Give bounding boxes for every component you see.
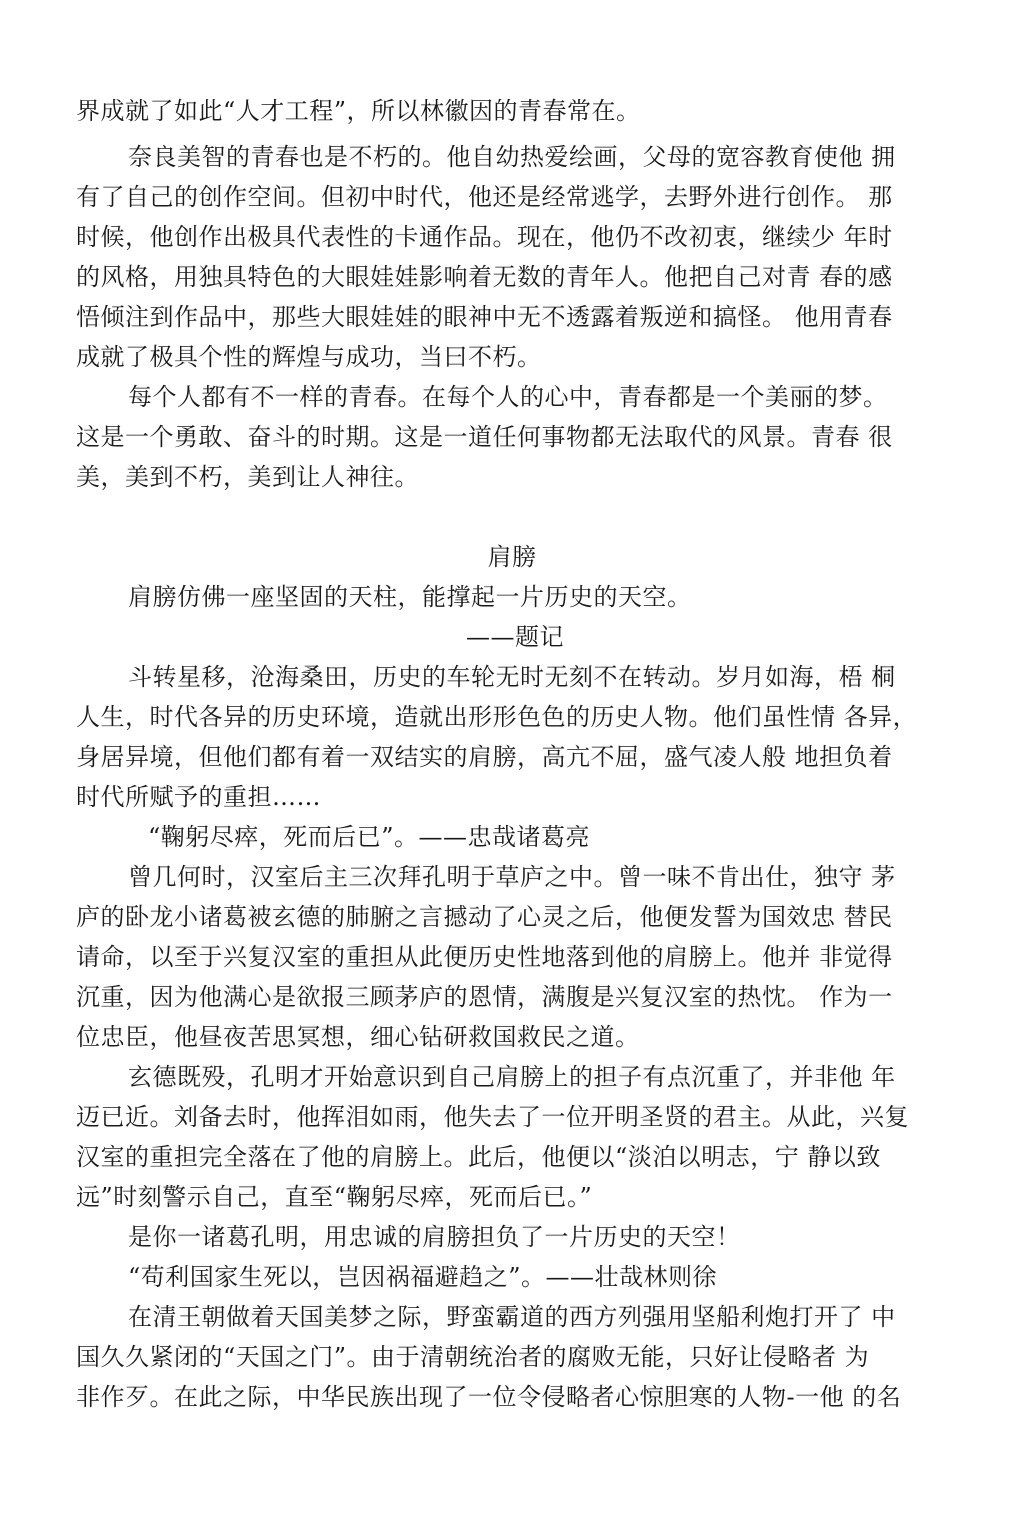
text-line: 迈已近。刘备去时，他挥泪如雨，他失去了一位开明圣贤的君主。从此，兴复 (76, 1103, 909, 1131)
paragraph-start: 曾几何时，汉室后主三次拜孔明于草庐之中。曾一味不肯出仕，独守 茅 (128, 863, 896, 891)
text-line: 成就了极具个性的辉煌与成功，当曰不朽。 (76, 343, 542, 371)
paragraph-start: 玄德既殁，孔明才开始意识到自己肩膀上的担子有点沉重了，并非他 年 (128, 1063, 896, 1091)
text-line: 汉室的重担完全落在了他的肩膀上。此后，他便以“淡泊以明志，宁 静以致 (76, 1143, 881, 1171)
text-line: 美，美到不朽，美到让人神往。 (76, 463, 419, 491)
text-line: 非作歹。在此之际，中华民族出现了一位令侵略者心惊胆寒的人物-一他 的名 (76, 1383, 902, 1411)
text-line: 庐的卧龙小诸葛被玄德的肺腑之言撼动了心灵之后，他便发誓为国效忠 替民 (76, 903, 893, 931)
text-line: 身居异境，但他们都有着一双结实的肩膀，高亢不屈，盛气凌人般 地担负着 (76, 743, 893, 771)
text-line: 的风格，用独具特色的大眼娃娃影响着无数的青年人。他把自己对青 春的感 (76, 263, 893, 291)
paragraph-start: 斗转星移，沧海桑田，历史的车轮无时无刻不在转动。岁月如海，梧 桐 (128, 663, 896, 691)
text-line: 时代所赋予的重担…… (76, 783, 321, 811)
text-line: 国久久紧闭的“天国之门”。由于清朝统治者的腐败无能，只好让侵略者 为 (76, 1343, 870, 1371)
paragraph-start: 是你一诸葛孔明，用忠诚的肩膀担负了一片历史的天空！ (128, 1223, 741, 1251)
text-line: 有了自己的创作空间。但初中时代，他还是经常逃学，去野外进行创作。 那 (76, 183, 893, 211)
paragraph-start: 每个人都有不一样的青春。在每个人的心中，青春都是一个美丽的梦。 (128, 383, 888, 411)
text-line: 人生，时代各异的历史环境，造就出形形色色的历史人物。他们虽性情 各异， (76, 703, 918, 731)
text-line: 这是一个勇敢、奋斗的时期。这是一道任何事物都无法取代的风景。青春 很 (76, 423, 893, 451)
text-line: 界成就了如此“人才工程”，所以林徽因的青春常在。 (76, 97, 641, 125)
paragraph-start: 在清王朝做着天国美梦之际，野蛮霸道的西方列强用坚船利炮打开了 中 (128, 1303, 896, 1331)
text-line: 位忠臣，他昼夜苦思冥想，细心钻研救国救民之道。 (76, 1023, 640, 1051)
text-line: 请命，以至于兴复汉室的重担从此便历史性地落到他的肩膀上。他并 非觉得 (76, 943, 893, 971)
text-line: 时候，他创作出极具代表性的卡通作品。现在，他仍不改初衷，继续少 年时 (76, 223, 893, 251)
text-line: 悟倾注到作品中，那些大眼娃娃的眼神中无不透露着叛逆和搞怪。 他用青春 (76, 303, 893, 331)
section-title: 肩膀 (487, 543, 537, 571)
epigraph-attribution: ——题记 (466, 623, 564, 651)
text-line: 远”时刻警示自己，直至“鞠躬尽瘁，死而后已。” (76, 1183, 593, 1211)
epigraph: 肩膀仿佛一座坚固的天柱，能撑起一片历史的天空。 (128, 583, 692, 611)
subheading-quote: “鞠躬尽瘁，死而后已”。——忠哉诸葛亮 (148, 823, 591, 851)
text-line: 沉重，因为他满心是欲报三顾茅庐的恩情，满腹是兴复汉室的热忱。 作为一 (76, 983, 893, 1011)
subheading-quote: “苟利国家生死以，岂因祸福避趋之”。——壮哉林则徐 (128, 1263, 718, 1291)
paragraph-start: 奈良美智的青春也是不朽的。他自幼热爱绘画，父母的宽容教育使他 拥 (128, 143, 896, 171)
